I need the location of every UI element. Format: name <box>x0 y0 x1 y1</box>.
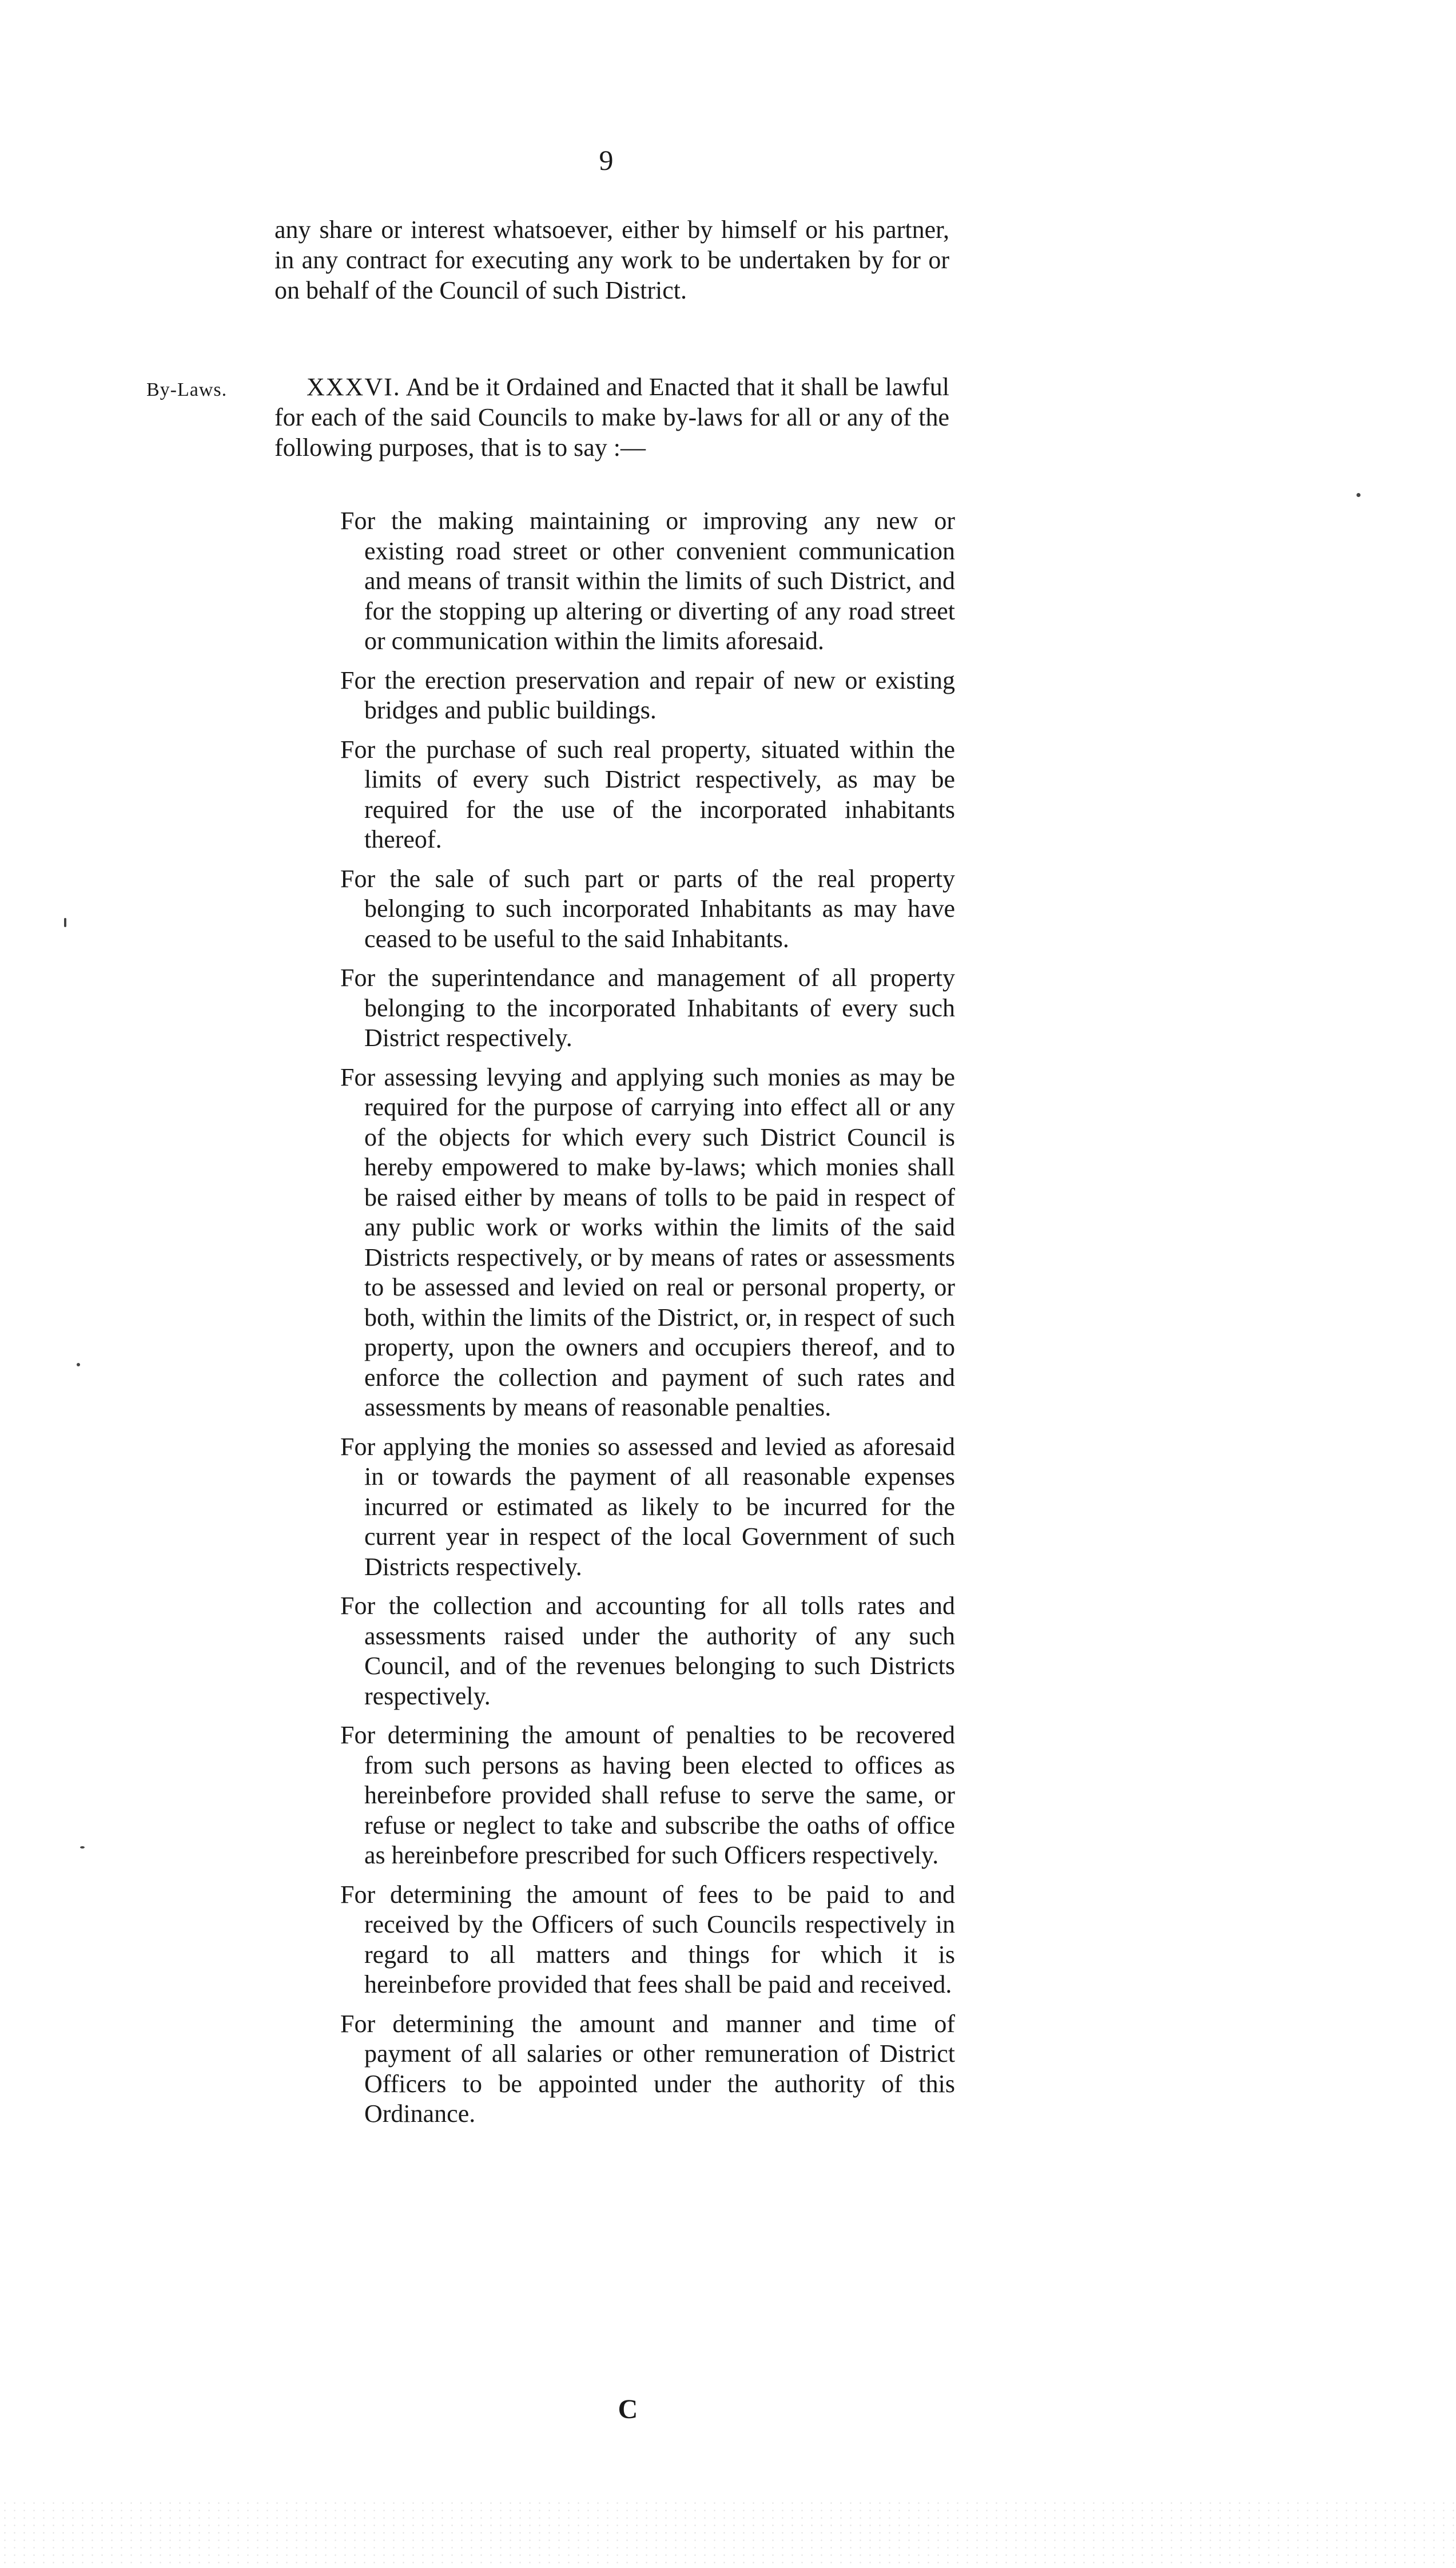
purpose-item: For assessing levying and applying such monies as may be required for the purpose of carrying into effect all or any of the objects for which every such District Council is hereby empowered to make by-laws; which monies shall be raised either by means of tolls to be paid in respect of any public work or works within the limits of the said Districts respectively, or by means of rates or assessments to be assessed and levied on real or personal property, or both, within the limits of the District, or, in respect of such property, upon the owners and occupiers thereof, and to enforce the collection and payment of such rates and assessments by means of reasonable penalties. <box>340 1063 955 1421</box>
purpose-item: For the making maintaining or improving any new or existing road street or other convenient communication and means of transit within the limits of such District, and for the stopping up altering or diverting of any road street or communication within the limits aforesaid. <box>340 507 955 655</box>
purpose-item: For determining the amount of penalties to be recovered from such persons as having been elected to offices as hereinbefore provided shall refuse to serve the same, or refuse or neglect to take and subscribe the oaths of office as hereinbefore prescribed for such Officers respectively. <box>340 1721 955 1869</box>
section-paragraph <box>275 372 949 463</box>
purpose-item: For the sale of such part or parts of the real property belonging to such incorporated Inhabitants as may have ceased to be useful to the said Inhabitants. <box>340 864 955 953</box>
section-text: And be it Ordained and Enacted that it shall be lawful for each of the said Councils to make by-laws for all or any of the following purposes, that is to say :— <box>275 373 949 462</box>
ink-speck <box>64 918 66 927</box>
purpose-item: For the erection preservation and repair of new or existing bridges and public buildings. <box>340 666 955 724</box>
page-number: 9 <box>599 144 614 176</box>
purpose-item: For applying the monies so assessed and levied as aforesaid in or towards the payment of all reasonable expenses incurred or estimated as likely to be incurred for the current year in respect of the local Government of such Districts respectively. <box>340 1432 955 1581</box>
purpose-item: For the collection and accounting for all tolls rates and assessments raised under the authority of any such Council, and of the revenues belonging to such Districts respectively. <box>340 1592 955 1710</box>
signature-mark: C <box>618 2394 638 2424</box>
ink-speck <box>1356 493 1360 497</box>
purpose-item: For the superintendance and management of all property belonging to the incorporated Inhabitants of every such District respectively. <box>340 964 955 1052</box>
purpose-item: For determining the amount and manner and time of payment of all salaries or other remuneration of District Officers to be appointed under the authority of this Ordinance. <box>340 2009 955 2128</box>
purposes-list <box>340 506 955 2138</box>
section-number: XXXVI. <box>307 373 401 401</box>
margin-note: By-Laws. <box>146 379 228 400</box>
ink-speck <box>80 1846 85 1849</box>
purpose-item: For the purchase of such real property, situated within the limits of every such District respectively, as may be required for the use of the incorporated inhabitants thereof. <box>340 735 955 853</box>
opening-paragraph: any share or interest whatsoever, either by himself or his partner, in any contract for executing any work to be undertaken by for or on behalf of the Council of such District. <box>275 216 949 304</box>
scan-noise <box>0 2499 1456 2568</box>
ink-speck <box>77 1363 80 1366</box>
purpose-item: For determining the amount of fees to be paid to and received by the Officers of such Councils respectively in regard to all matters and things for which it is hereinbefore provided that fees shall be paid and received. <box>340 1880 955 1998</box>
